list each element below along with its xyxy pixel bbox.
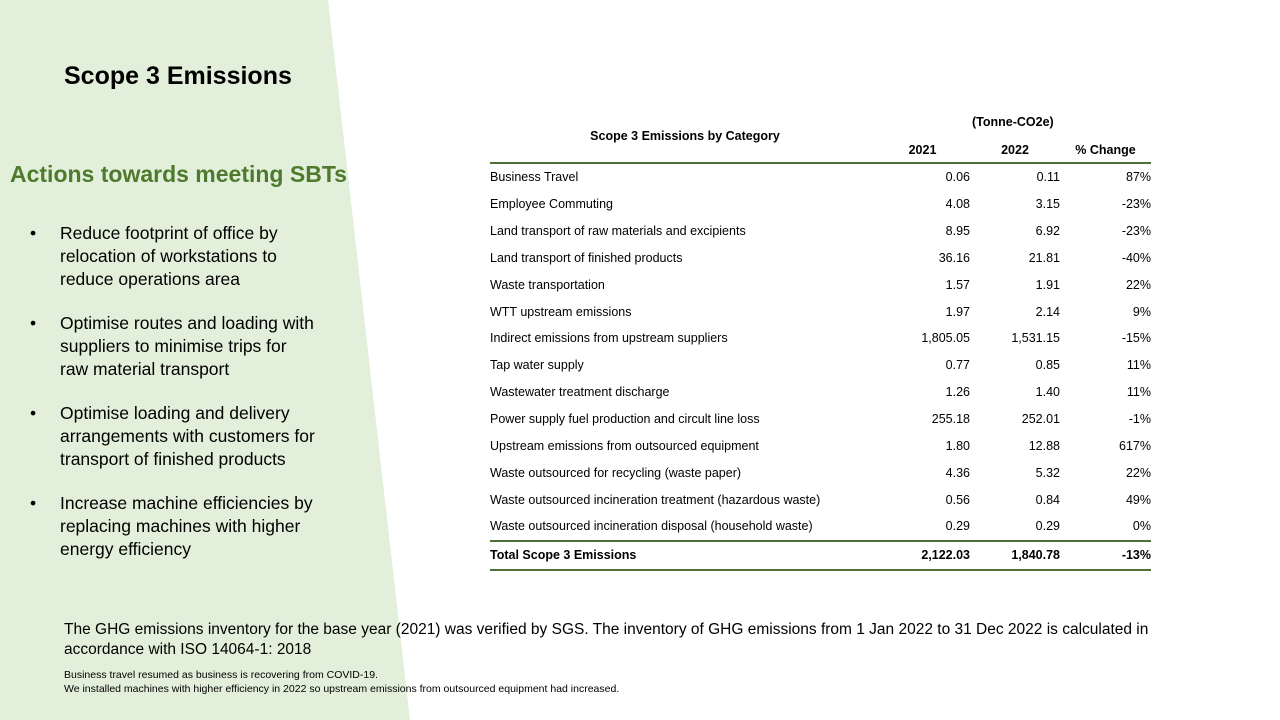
row-change: 0% bbox=[1132, 519, 1151, 534]
table-row bbox=[490, 298, 1151, 325]
row-2022: 2.14 bbox=[1035, 304, 1060, 319]
table-row bbox=[490, 218, 1151, 245]
total-2022: 1,840.78 bbox=[970, 541, 1060, 570]
row-2021: 4.36 bbox=[945, 465, 970, 480]
action-text: Optimise routes and loading with suppliers to minimise trips for raw material transport bbox=[60, 313, 314, 379]
row-2022: 0.11 bbox=[1036, 170, 1060, 185]
footnotes bbox=[64, 668, 619, 696]
table-row bbox=[490, 406, 1151, 433]
row-2022: 0.29 bbox=[1035, 519, 1060, 534]
table-row bbox=[490, 245, 1151, 272]
row-change: 617% bbox=[1119, 438, 1151, 453]
row-2021: 1.57 bbox=[945, 277, 970, 292]
header-change: % Change bbox=[1060, 138, 1151, 163]
row-category: Indirect emissions from upstream suppliers bbox=[490, 331, 728, 346]
table-caption: Scope 3 Emissions by Category bbox=[590, 129, 780, 143]
row-category: Tap water supply bbox=[490, 358, 584, 373]
table-row bbox=[490, 325, 1151, 352]
row-2022: 252.01 bbox=[1021, 412, 1060, 427]
row-2021: 0.06 bbox=[945, 170, 970, 185]
row-2022: 0.85 bbox=[1035, 358, 1060, 373]
row-category: Waste outsourced incineration disposal (household waste) bbox=[490, 519, 813, 534]
row-2021: 8.95 bbox=[945, 224, 970, 239]
row-category: Waste transportation bbox=[490, 277, 605, 292]
action-text: Increase machine efficiencies by replacing machines with higher energy efficiency bbox=[60, 493, 313, 559]
table-row bbox=[490, 163, 1151, 191]
row-2021: 255.18 bbox=[931, 412, 970, 427]
row-2021: 1.26 bbox=[945, 385, 970, 400]
action-item bbox=[30, 402, 315, 471]
table-header-row bbox=[490, 138, 1151, 163]
row-2021: 1,805.05 bbox=[921, 331, 970, 346]
row-change: -40% bbox=[1121, 250, 1151, 265]
row-2022: 1,531.15 bbox=[1011, 331, 1060, 346]
row-change: 87% bbox=[1125, 170, 1151, 185]
row-2022: 1.91 bbox=[1035, 277, 1060, 292]
row-category: Business Travel bbox=[490, 170, 579, 185]
row-change: 11% bbox=[1126, 358, 1151, 373]
bullet-icon: • bbox=[30, 403, 37, 423]
bullet-icon: • bbox=[30, 313, 37, 333]
table-row bbox=[490, 432, 1151, 459]
emissions-table bbox=[490, 138, 1151, 571]
action-item bbox=[30, 312, 315, 381]
action-item bbox=[30, 222, 315, 291]
table-row bbox=[490, 513, 1151, 541]
header-category bbox=[490, 138, 875, 163]
row-change: -1% bbox=[1128, 412, 1151, 427]
row-2021: 0.56 bbox=[945, 492, 970, 507]
table-body bbox=[490, 163, 1151, 570]
page-title: Scope 3 Emissions bbox=[64, 62, 292, 90]
row-2022: 1.40 bbox=[1035, 385, 1060, 400]
table-row bbox=[490, 352, 1151, 379]
row-category: WTT upstream emissions bbox=[490, 304, 632, 319]
row-change: -15% bbox=[1121, 331, 1151, 346]
header-2021: 2021 bbox=[875, 138, 970, 163]
bullet-icon: • bbox=[30, 493, 37, 513]
row-2021: 1.80 bbox=[945, 438, 970, 453]
verification-statement: The GHG emissions inventory for the base year (2021) was verified by SGS. The inventory of GHG emissions from 1 Jan 2022 to 31 Dec 2022 is calculated in accordance with ISO 14064-1: 2018 bbox=[64, 621, 1149, 658]
row-change: -23% bbox=[1121, 197, 1151, 212]
row-2021: 0.29 bbox=[945, 519, 970, 534]
action-text: Optimise loading and delivery arrangements with customers for transport of finished products bbox=[60, 403, 315, 469]
row-category: Wastewater treatment discharge bbox=[490, 385, 670, 400]
row-category: Upstream emissions from outsourced equipment bbox=[490, 438, 759, 453]
row-change: 22% bbox=[1125, 465, 1151, 480]
row-change: 11% bbox=[1126, 385, 1151, 400]
row-category: Waste outsourced for recycling (waste paper) bbox=[490, 465, 742, 480]
row-change: 49% bbox=[1125, 492, 1151, 507]
row-category: Land transport of raw materials and excipients bbox=[490, 224, 746, 239]
row-category: Power supply fuel production and circult line loss bbox=[490, 412, 760, 427]
table-row bbox=[490, 271, 1151, 298]
table-row bbox=[490, 191, 1151, 218]
total-2021: 2,122.03 bbox=[875, 541, 970, 570]
row-2021: 1.97 bbox=[945, 304, 970, 319]
footnote: Business travel resumed as business is recovering from COVID-19. bbox=[64, 669, 378, 681]
action-item bbox=[30, 492, 315, 561]
table-row bbox=[490, 486, 1151, 513]
action-text: Reduce footprint of office by relocation of workstations to reduce operations area bbox=[60, 223, 278, 289]
row-2022: 5.32 bbox=[1035, 465, 1060, 480]
row-category: Land transport of finished products bbox=[490, 250, 683, 265]
row-change: 22% bbox=[1125, 277, 1151, 292]
total-category: Total Scope 3 Emissions bbox=[490, 541, 875, 570]
row-change: 9% bbox=[1132, 304, 1151, 319]
row-2022: 6.92 bbox=[1035, 224, 1060, 239]
row-category: Waste outsourced incineration treatment (hazardous waste) bbox=[490, 492, 821, 507]
unit-label: (Tonne-CO2e) bbox=[972, 115, 1054, 129]
row-2022: 0.84 bbox=[1035, 492, 1060, 507]
bullet-icon: • bbox=[30, 223, 37, 243]
row-2021: 4.08 bbox=[945, 197, 970, 212]
total-row bbox=[490, 541, 1151, 570]
row-category: Employee Commuting bbox=[490, 197, 613, 212]
total-change: -13% bbox=[1060, 541, 1151, 570]
table-row bbox=[490, 459, 1151, 486]
row-2022: 12.88 bbox=[1028, 438, 1060, 453]
row-2022: 21.81 bbox=[1028, 250, 1060, 265]
table-row bbox=[490, 379, 1151, 406]
footnote: We installed machines with higher efficiency in 2022 so upstream emissions from outsourced equipment had increased. bbox=[64, 683, 620, 695]
actions-list bbox=[30, 222, 315, 582]
row-2021: 36.16 bbox=[938, 250, 970, 265]
actions-heading: Actions towards meeting SBTs bbox=[10, 161, 347, 187]
row-change: -23% bbox=[1121, 224, 1151, 239]
row-2022: 3.15 bbox=[1035, 197, 1060, 212]
row-2021: 0.77 bbox=[945, 358, 970, 373]
header-2022: 2022 bbox=[970, 138, 1060, 163]
